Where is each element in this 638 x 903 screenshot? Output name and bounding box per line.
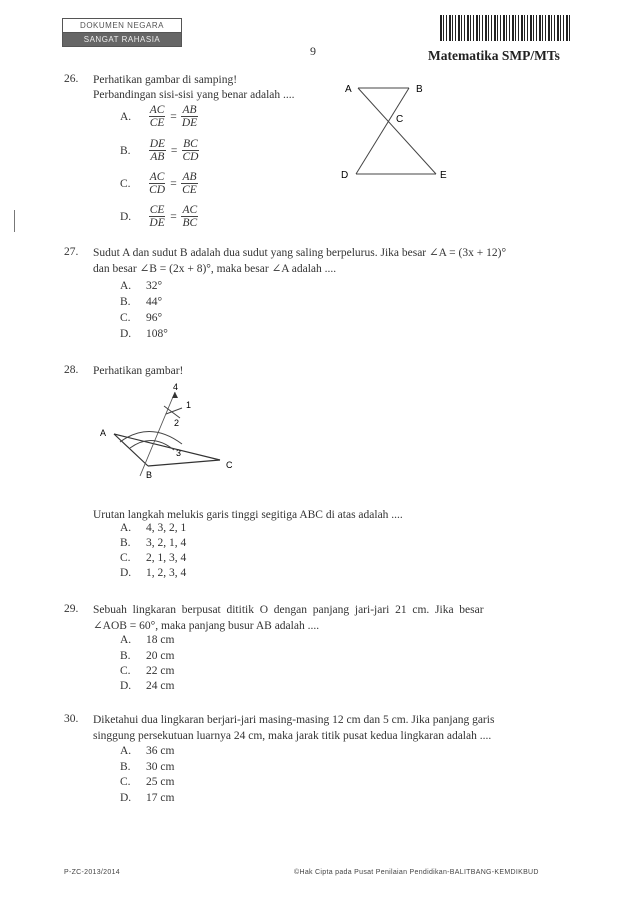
arc-2 [130,440,174,450]
q30-line2: singgung persekutuan luarnya 24 cm, maka jarak titik pusat kedua lingkaran adalah .... [93,730,492,742]
option-text: 32° [146,280,163,292]
q26-option-a [120,104,198,129]
option-letter: A. [120,745,132,757]
numerator: CE [149,204,165,216]
label-1: 1 [186,400,192,410]
label-c: C [226,460,233,470]
label-2: 2 [174,418,180,428]
option-text: 96° [146,312,163,324]
q29-line2: ∠AOB = 60°, maka panjang busur AB adalah .... [93,620,320,632]
equals-sign: = [170,144,178,157]
fraction [181,171,197,196]
option-letter: A. [120,110,132,123]
numerator: AC [182,204,198,216]
option-text: 36 cm [146,745,175,757]
fraction [181,104,197,129]
q26-option-d [120,204,198,229]
q30-line1: Diketahui dua lingkaran berjari-jari masing-masing 12 cm dan 5 cm. Jika panjang garis [93,714,495,726]
option-letter: C. [120,177,131,190]
option-letter: B. [120,296,131,308]
denominator: CD [182,151,199,163]
option-letter: D. [120,567,132,579]
denominator: BC [182,217,198,229]
numerator: BC [183,138,198,150]
segment-bd [356,88,409,174]
side-ac [114,434,220,460]
option-text: 22 cm [146,665,175,677]
document-stamp [62,18,182,47]
fraction [149,104,166,129]
denominator: AB [150,151,165,163]
q26-option-b [120,138,199,163]
option-text: 2, 1, 3, 4 [146,552,187,564]
option-text: 108° [146,328,168,340]
equals-sign: = [170,110,177,123]
q26-line1: Perhatikan gambar di samping! [93,74,238,86]
label-a: A [345,84,352,95]
denominator: DE [149,217,165,229]
equals-sign: = [170,210,177,223]
numerator: AB [182,104,197,116]
option-letter: B. [120,537,131,549]
label-c: C [396,114,404,125]
option-text: 44° [146,296,163,308]
q29-line1: Sebuah lingkaran berpusat dititik O dengan panjang jari-jari 21 cm. Jika besar [93,604,484,616]
fraction [181,204,198,229]
label-3: 3 [176,448,182,458]
option-text: 30 cm [146,761,175,773]
denominator: DE [181,117,198,129]
numerator: AC [149,171,165,183]
option-letter: B. [120,650,131,662]
fraction [149,138,166,163]
label-a: A [100,428,107,438]
label-b: B [416,84,423,95]
option-letter: B. [120,144,131,157]
stamp-bottom-text: SANGAT RAHASIA [63,33,181,46]
denominator: CD [149,184,166,196]
side-bc [148,460,220,466]
q26-option-c [120,171,198,196]
side-ab [114,434,148,466]
q28-question: Urutan langkah melukis garis tinggi segitiga ABC di atas adalah .... [93,509,403,521]
stamp-top-text: DOKUMEN NEGARA [63,19,181,33]
numerator: AB [182,171,197,183]
fraction [182,138,199,163]
option-letter: D. [120,328,132,340]
denominator: CE [149,117,165,129]
subject-title: Matematika SMP/MTs [428,48,560,63]
option-letter: A. [120,634,132,646]
altitude-line [140,392,175,476]
q28-line1: Perhatikan gambar! [93,365,184,377]
q30-number: 30. [64,713,79,725]
numerator: AC [149,104,165,116]
option-letter: A. [120,280,132,292]
page-number: 9 [310,44,316,58]
option-letter: C. [120,776,131,788]
q28-construction-diagram [90,378,250,484]
numerator: DE [149,138,166,150]
label-e: E [440,170,447,181]
option-text: 18 cm [146,634,175,646]
option-text: 3, 2, 1, 4 [146,537,187,549]
fraction [149,171,166,196]
label-b: B [146,470,153,480]
option-letter: B. [120,761,131,773]
q26-bowtie-diagram [330,74,460,186]
barcode-image [440,15,572,41]
option-text: 25 cm [146,776,175,788]
option-letter: D. [120,680,132,692]
q28-number: 28. [64,364,79,376]
option-letter: C. [120,552,131,564]
option-text: 24 cm [146,680,175,692]
equals-sign: = [170,177,177,190]
footer-code: P-ZC-2013/2014 [64,869,120,876]
option-letter: D. [120,792,132,804]
option-letter: C. [120,312,131,324]
arrow-head-icon [172,392,178,398]
option-letter: C. [120,665,131,677]
segment-ae [358,88,436,174]
option-text: 4, 3, 2, 1 [146,522,187,534]
option-text: 20 cm [146,650,175,662]
denominator: CE [182,184,197,196]
footer-copyright: ©Hak Cipta pada Pusat Penilaian Pendidikan-BALITBANG-KEMDIKBUD [294,869,539,876]
fraction [149,204,166,229]
q26-number: 26. [64,73,79,85]
label-d: D [341,170,349,181]
option-text: 17 cm [146,792,175,804]
label-4: 4 [173,382,179,392]
option-text: 1, 2, 3, 4 [146,567,187,579]
q29-number: 29. [64,603,79,615]
q27-line2: dan besar ∠B = (2x + 8)°, maka besar ∠A adalah .... [93,263,337,275]
option-letter: A. [120,522,132,534]
margin-mark [14,210,15,232]
q26-line2: Perbandingan sisi-sisi yang benar adalah .... [93,89,295,101]
q27-line1: Sudut A dan sudut B adalah dua sudut yang saling berpelurus. Jika besar ∠A = (3x + 12)° [93,247,507,259]
option-letter: D. [120,210,132,223]
q27-number: 27. [64,246,79,258]
